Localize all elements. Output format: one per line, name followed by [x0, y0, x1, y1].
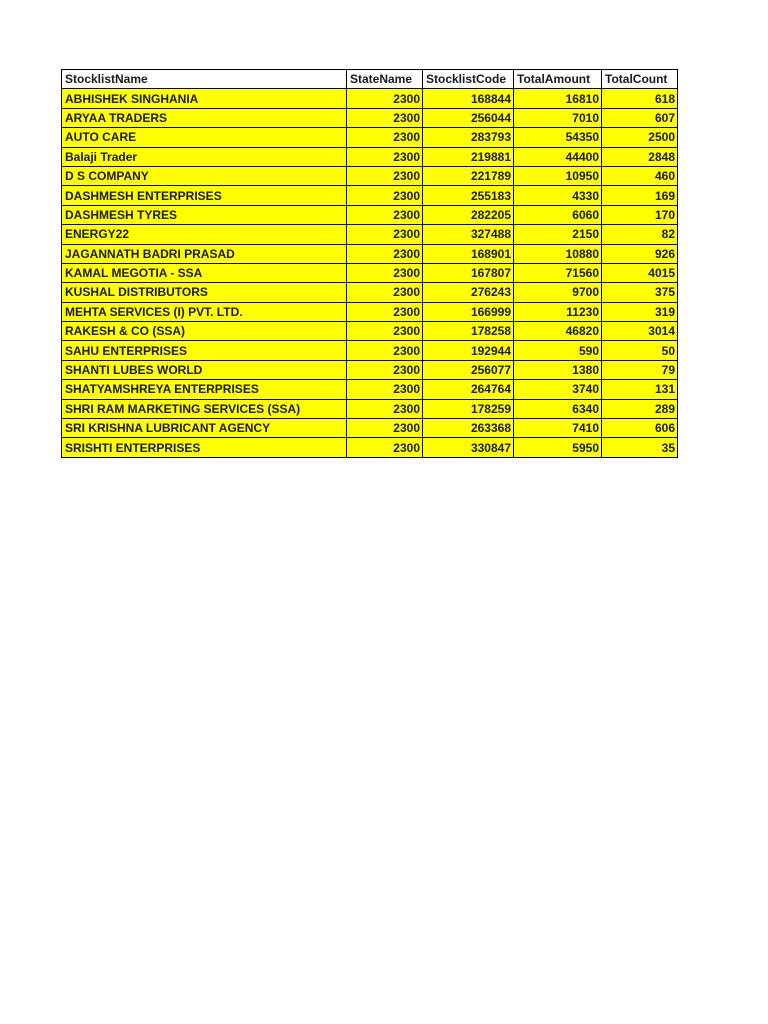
table-row	[62, 341, 678, 360]
cell-total-count: 50	[602, 341, 678, 360]
table-row	[62, 225, 678, 244]
cell-total-count: 926	[602, 244, 678, 263]
cell-stocklist-name: SRISHTI ENTERPRISES	[62, 438, 347, 457]
cell-total-amount: 7410	[514, 419, 602, 438]
cell-state-name: 2300	[347, 360, 423, 379]
cell-state-name: 2300	[347, 147, 423, 166]
cell-state-name: 2300	[347, 244, 423, 263]
table-row	[62, 302, 678, 321]
cell-total-amount: 11230	[514, 302, 602, 321]
table-row	[62, 186, 678, 205]
cell-state-name: 2300	[347, 341, 423, 360]
cell-stocklist-code: 264764	[423, 380, 514, 399]
cell-stocklist-name: ABHISHEK SINGHANIA	[62, 89, 347, 108]
cell-total-amount: 10880	[514, 244, 602, 263]
cell-total-count: 375	[602, 283, 678, 302]
header-total-count: TotalCount	[602, 70, 678, 89]
cell-state-name: 2300	[347, 263, 423, 282]
cell-stocklist-code: 167807	[423, 263, 514, 282]
cell-stocklist-code: 276243	[423, 283, 514, 302]
cell-stocklist-code: 219881	[423, 147, 514, 166]
cell-total-amount: 46820	[514, 322, 602, 341]
cell-total-amount: 10950	[514, 166, 602, 185]
cell-state-name: 2300	[347, 438, 423, 457]
cell-total-amount: 71560	[514, 263, 602, 282]
cell-total-count: 35	[602, 438, 678, 457]
cell-stocklist-code: 255183	[423, 186, 514, 205]
cell-stocklist-code: 168844	[423, 89, 514, 108]
cell-total-count: 606	[602, 419, 678, 438]
cell-total-amount: 44400	[514, 147, 602, 166]
cell-total-count: 460	[602, 166, 678, 185]
cell-stocklist-code: 178259	[423, 399, 514, 418]
cell-total-amount: 6060	[514, 205, 602, 224]
cell-total-count: 170	[602, 205, 678, 224]
cell-stocklist-code: 221789	[423, 166, 514, 185]
cell-total-count: 2848	[602, 147, 678, 166]
cell-stocklist-name: SAHU ENTERPRISES	[62, 341, 347, 360]
cell-state-name: 2300	[347, 89, 423, 108]
cell-state-name: 2300	[347, 205, 423, 224]
cell-state-name: 2300	[347, 399, 423, 418]
cell-total-amount: 16810	[514, 89, 602, 108]
cell-total-count: 618	[602, 89, 678, 108]
cell-stocklist-code: 283793	[423, 128, 514, 147]
cell-stocklist-name: D S COMPANY	[62, 166, 347, 185]
header-total-amount: TotalAmount	[514, 70, 602, 89]
cell-stocklist-name: DASHMESH TYRES	[62, 205, 347, 224]
cell-state-name: 2300	[347, 419, 423, 438]
cell-total-count: 319	[602, 302, 678, 321]
cell-total-count: 2500	[602, 128, 678, 147]
cell-total-amount: 4330	[514, 186, 602, 205]
table-row	[62, 128, 678, 147]
header-row	[62, 70, 678, 89]
header-stocklist-code: StocklistCode	[423, 70, 514, 89]
cell-total-amount: 3740	[514, 380, 602, 399]
cell-state-name: 2300	[347, 322, 423, 341]
cell-total-amount: 7010	[514, 108, 602, 127]
cell-state-name: 2300	[347, 302, 423, 321]
cell-stocklist-name: SHANTI LUBES WORLD	[62, 360, 347, 379]
cell-total-amount: 2150	[514, 225, 602, 244]
cell-stocklist-code: 192944	[423, 341, 514, 360]
table-row	[62, 360, 678, 379]
cell-state-name: 2300	[347, 166, 423, 185]
cell-total-amount: 54350	[514, 128, 602, 147]
stocklist-table	[61, 69, 678, 458]
cell-total-count: 79	[602, 360, 678, 379]
table-row	[62, 147, 678, 166]
cell-total-count: 82	[602, 225, 678, 244]
cell-state-name: 2300	[347, 225, 423, 244]
cell-total-amount: 9700	[514, 283, 602, 302]
cell-stocklist-name: RAKESH & CO (SSA)	[62, 322, 347, 341]
cell-stocklist-code: 166999	[423, 302, 514, 321]
cell-stocklist-name: SHRI RAM MARKETING SERVICES (SSA)	[62, 399, 347, 418]
cell-stocklist-name: SRI KRISHNA LUBRICANT AGENCY	[62, 419, 347, 438]
cell-stocklist-name: SHATYAMSHREYA ENTERPRISES	[62, 380, 347, 399]
cell-total-count: 169	[602, 186, 678, 205]
cell-stocklist-code: 168901	[423, 244, 514, 263]
cell-total-count: 4015	[602, 263, 678, 282]
table-row	[62, 399, 678, 418]
cell-stocklist-name: MEHTA SERVICES (I) PVT. LTD.	[62, 302, 347, 321]
cell-stocklist-name: Balaji Trader	[62, 147, 347, 166]
header-stocklist-name: StocklistName	[62, 70, 347, 89]
cell-stocklist-code: 327488	[423, 225, 514, 244]
cell-stocklist-code: 330847	[423, 438, 514, 457]
table-row	[62, 263, 678, 282]
cell-stocklist-name: ENERGY22	[62, 225, 347, 244]
cell-stocklist-name: ARYAA TRADERS	[62, 108, 347, 127]
cell-total-count: 289	[602, 399, 678, 418]
cell-total-amount: 6340	[514, 399, 602, 418]
cell-state-name: 2300	[347, 128, 423, 147]
cell-stocklist-code: 256077	[423, 360, 514, 379]
header-state-name: StateName	[347, 70, 423, 89]
cell-state-name: 2300	[347, 380, 423, 399]
cell-stocklist-name: KAMAL MEGOTIA - SSA	[62, 263, 347, 282]
cell-state-name: 2300	[347, 186, 423, 205]
cell-state-name: 2300	[347, 108, 423, 127]
table-row	[62, 166, 678, 185]
cell-stocklist-name: JAGANNATH BADRI PRASAD	[62, 244, 347, 263]
cell-stocklist-name: DASHMESH ENTERPRISES	[62, 186, 347, 205]
table-row	[62, 89, 678, 108]
cell-total-count: 607	[602, 108, 678, 127]
table-row	[62, 108, 678, 127]
table-row	[62, 322, 678, 341]
cell-total-amount: 1380	[514, 360, 602, 379]
table-row	[62, 438, 678, 457]
cell-stocklist-code: 282205	[423, 205, 514, 224]
cell-total-amount: 590	[514, 341, 602, 360]
table-body	[62, 89, 678, 457]
table-row	[62, 244, 678, 263]
cell-stocklist-name: AUTO CARE	[62, 128, 347, 147]
table-row	[62, 283, 678, 302]
table-row	[62, 205, 678, 224]
cell-stocklist-name: KUSHAL DISTRIBUTORS	[62, 283, 347, 302]
cell-total-count: 3014	[602, 322, 678, 341]
table-row	[62, 380, 678, 399]
cell-total-count: 131	[602, 380, 678, 399]
cell-stocklist-code: 178258	[423, 322, 514, 341]
cell-state-name: 2300	[347, 283, 423, 302]
cell-stocklist-code: 263368	[423, 419, 514, 438]
cell-total-amount: 5950	[514, 438, 602, 457]
table-row	[62, 419, 678, 438]
cell-stocklist-code: 256044	[423, 108, 514, 127]
